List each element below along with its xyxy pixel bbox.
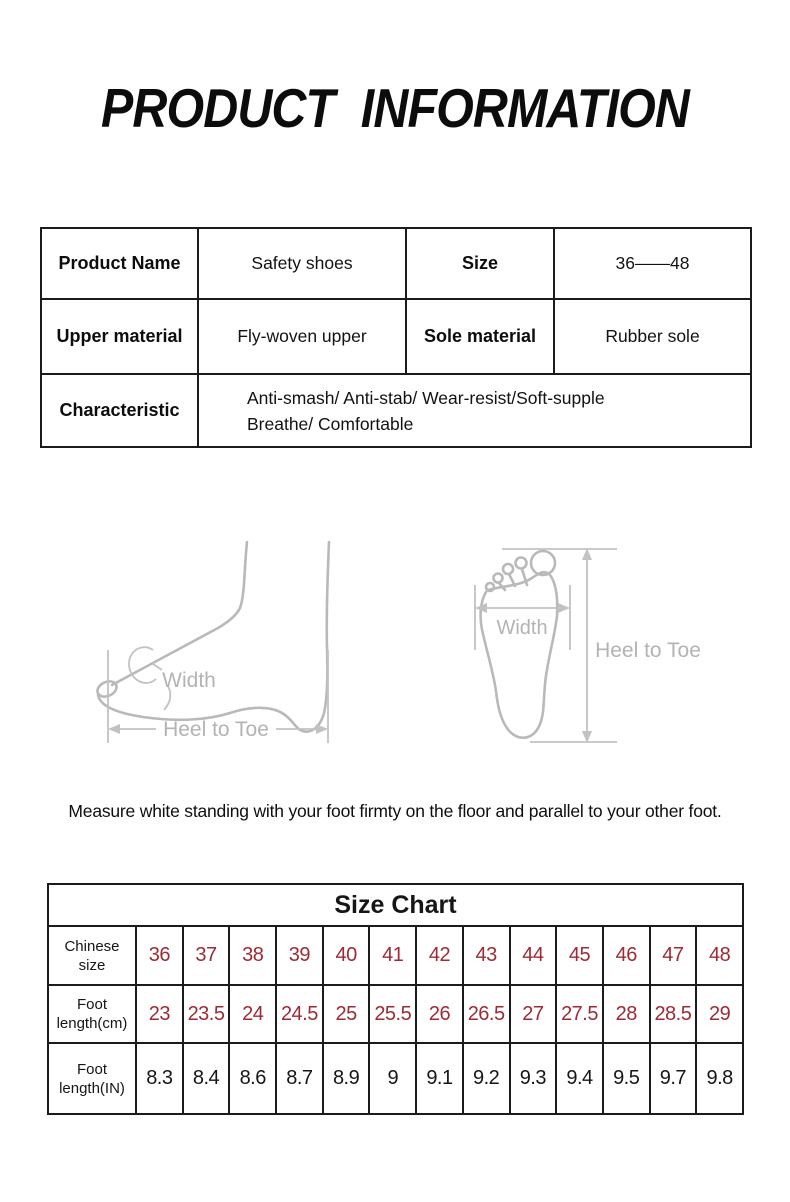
upper-material-value: Fly-woven upper [198, 299, 406, 374]
size-cell: 36 [136, 926, 183, 985]
upper-material-label: Upper material [41, 299, 198, 374]
bottom-heel-to-toe-label: Heel to Toe [595, 639, 701, 662]
size-cell: 39 [276, 926, 323, 985]
footprint-outline-icon [481, 551, 558, 738]
side-width-label: Width [162, 669, 216, 692]
size-chart-title: Size Chart [48, 884, 743, 926]
size-cell: 43 [463, 926, 510, 985]
size-cell: 44 [510, 926, 557, 985]
product-name-label: Product Name [41, 228, 198, 299]
cm-cell: 23 [136, 985, 183, 1043]
foot-length-in-row-label: Foot length(IN) [48, 1043, 136, 1114]
cm-cell: 24 [229, 985, 276, 1043]
inch-cell: 8.9 [323, 1043, 370, 1114]
sole-material-value: Rubber sole [554, 299, 751, 374]
table-row [48, 985, 743, 1043]
foot-side-outline-icon [95, 542, 329, 732]
foot-side-view-diagram [58, 528, 348, 758]
cm-cell: 28 [603, 985, 650, 1043]
size-cell: 38 [229, 926, 276, 985]
side-heel-to-toe-label: Heel to Toe [163, 718, 269, 741]
cm-cell: 25.5 [369, 985, 416, 1043]
foot-length-cm-row-label: Foot length(cm) [48, 985, 136, 1043]
cm-cell: 29 [696, 985, 743, 1043]
cm-cell: 26.5 [463, 985, 510, 1043]
inch-cell: 9 [369, 1043, 416, 1114]
size-cell: 47 [650, 926, 697, 985]
cm-cell: 26 [416, 985, 463, 1043]
inch-cell: 9.2 [463, 1043, 510, 1114]
size-cell: 40 [323, 926, 370, 985]
measure-note: Measure white standing with your foot firmty on the floor and parallel to your other foot. [68, 801, 722, 821]
size-cell: 46 [603, 926, 650, 985]
bottom-width-label: Width [496, 617, 548, 639]
table-row [41, 228, 751, 299]
size-label: Size [406, 228, 554, 299]
size-cell: 37 [183, 926, 230, 985]
inch-cell: 9.1 [416, 1043, 463, 1114]
inch-cell: 9.4 [556, 1043, 603, 1114]
size-cell: 48 [696, 926, 743, 985]
characteristic-value [198, 374, 751, 447]
inch-cell: 8.3 [136, 1043, 183, 1114]
cm-cell: 23.5 [183, 985, 230, 1043]
table-row [48, 926, 743, 985]
foot-bottom-view-diagram [440, 528, 760, 753]
inch-cell: 9.8 [696, 1043, 743, 1114]
size-cell: 42 [416, 926, 463, 985]
inch-cell: 9.3 [510, 1043, 557, 1114]
characteristic-line1: Anti-smash/ Anti-stab/ Wear-resist/Soft-supple [247, 387, 605, 408]
product-name-value: Safety shoes [198, 228, 406, 299]
size-cell: 41 [369, 926, 416, 985]
size-chart-table [47, 883, 744, 1115]
inch-cell: 8.4 [183, 1043, 230, 1114]
size-value: 36——48 [554, 228, 751, 299]
inch-cell: 8.6 [229, 1043, 276, 1114]
sole-material-label: Sole material [406, 299, 554, 374]
chinese-size-row-label: Chinese size [48, 926, 136, 985]
table-row [41, 299, 751, 374]
inch-cell: 9.5 [603, 1043, 650, 1114]
product-info-table [40, 227, 752, 448]
cm-cell: 25 [323, 985, 370, 1043]
characteristic-line2: Breathe/ Comfortable [247, 413, 414, 434]
cm-cell: 24.5 [276, 985, 323, 1043]
cm-cell: 28.5 [650, 985, 697, 1043]
cm-cell: 27 [510, 985, 557, 1043]
table-row [41, 374, 751, 447]
cm-cell: 27.5 [556, 985, 603, 1043]
characteristic-label: Characteristic [41, 374, 198, 447]
inch-cell: 9.7 [650, 1043, 697, 1114]
table-row [48, 1043, 743, 1114]
size-cell: 45 [556, 926, 603, 985]
page-title: PRODUCT INFORMATION [101, 77, 689, 139]
inch-cell: 8.7 [276, 1043, 323, 1114]
table-row [48, 884, 743, 926]
